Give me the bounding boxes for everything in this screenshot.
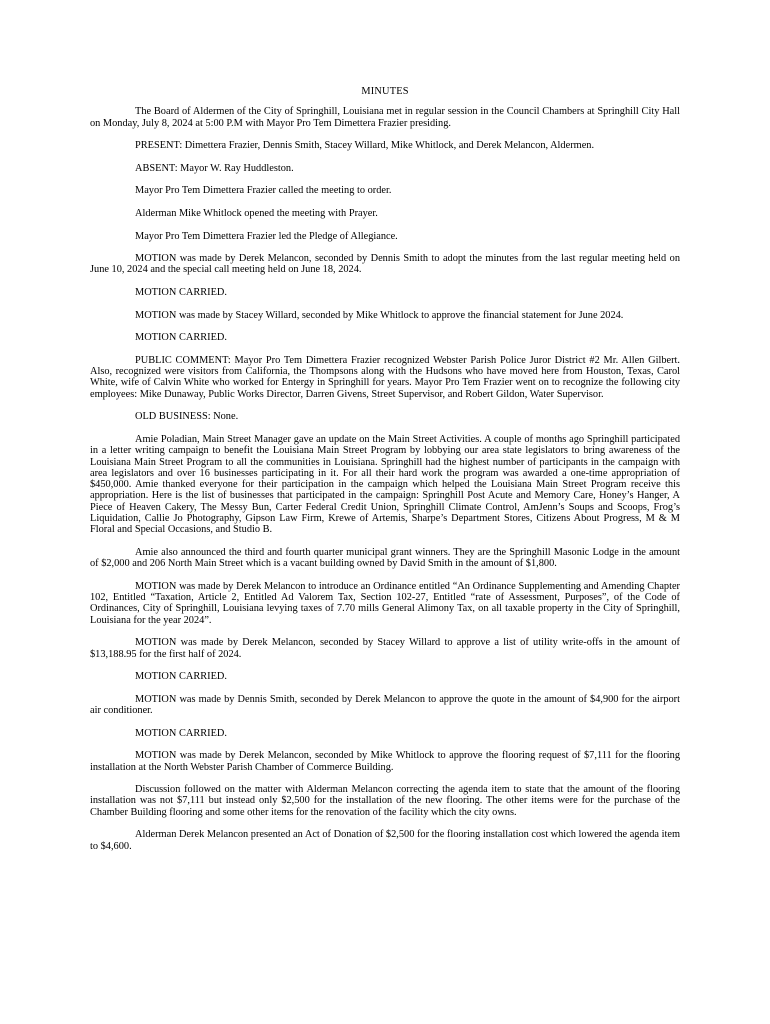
paragraph-ordinance-introduction: MOTION was made by Derek Melancon to introduce an Ordinance entitled “An Ordinance Supplementing and Amending Chapter 102, Entitled “Taxation, Article 2, Entitled Ad Valorem Tax, Section 102-27, Entitled “rate of Assessment, Purposes”, of the Code of Ordinances, City of Springhill, Louisiana levying taxes of 7.70 mills General Alimony Tax, on all taxable property in the City of Springhill, Louisiana for the year 2024”.: [90, 580, 680, 626]
document-title: MINUTES: [361, 86, 409, 97]
paragraph-motion-carried: MOTION CARRIED.: [135, 671, 227, 683]
paragraph-motion-carried: MOTION CARRIED.: [135, 727, 227, 739]
paragraph-present: PRESENT: Dimettera Frazier, Dennis Smith, Stacey Willard, Mike Whitlock, and Derek Melancon, Aldermen.: [135, 140, 595, 152]
paragraph-public-comment: PUBLIC COMMENT: Mayor Pro Tem Dimettera Frazier recognized Webster Parish Police Juror District #2 Mr. Allen Gilbert. Also, recognized were visitors from California, the Thompsons along with the Hudsons who have moved here from Houston, Texas, Carol White, wife of Calvin White who worked for Entergy in Springhill for years. Mayor Pro Tem Frazier went on to recognize the following city employees: Mike Dunaway, Public Works Director, Darren Givens, Street Supervisor, and Robert Gildon, Water Supervisor.: [90, 354, 680, 400]
paragraph-motion-air-conditioner: MOTION was made by Dennis Smith, seconded by Derek Melancon to approve the quote in the amount of $4,900 for the airport air conditioner.: [90, 693, 680, 717]
paragraph-motion-write-offs: MOTION was made by Derek Melancon, seconded by Stacey Willard to approve a list of utility write-offs in the amount of $13,188.95 for the first half of 2024.: [90, 637, 680, 660]
paragraph-flooring-discussion: Discussion followed on the matter with Alderman Melancon correcting the agenda item to state that the amount of the flooring installation was not $7,111 but instead only $2,500 for the installation of the new flooring. The other items were for the purchase of the Chamber Building flooring and some other items for the renovation of the facility which the city owns.: [90, 784, 680, 818]
paragraph-main-street-update: Amie Poladian, Main Street Manager gave an update on the Main Street Activities. A couple of months ago Springhill participated in a letter writing campaign to benefit the Louisiana Main Street Program by lobbying our area state legislators to bring awareness of the Louisiana Main Street Program to all the communities in Louisiana. Springhill had the highest number of participants in the campaign with area legislators and over 16 businesses participating in it. For all their hard work the program was awarded a one-time appropriation of $450,000. Amie thanked everyone for their participation in the campaign which helped the Louisiana Main Street Program receive this appropriation. Here is the list of businesses that participated in the campaign: Springhill Post Acute and Memory Care, Honey’s Hanger, A Piece of Heaven Cakery, The Messy Bun, Carter Federal Credit Union, Springhill Climate Control, AmJenn’s Soups and Scoops, Frog’s Liquidation, Callie Jo Photography, Gipson Law Firm, Krewe of Artemis, Sharpe’s Department Stores, Citizens About Progress, M & M Floral and Special Occasions, and Studio B.: [90, 433, 680, 536]
paragraph-grant-winners: Amie also announced the third and fourth quarter municipal grant winners. They are the Springhill Masonic Lodge in the amount of $2,000 and 206 North Main Street which is a vacant building owned by David Smith in the amount of $1,800.: [90, 546, 680, 570]
minutes-document: [90, 86, 680, 863]
paragraph-meeting-opening: The Board of Aldermen of the City of Springhill, Louisiana met in regular session in the Council Chambers at Springhill City Hall on Monday, July 8, 2024 at 5:00 P.M with Mayor Pro Tem Dimettera Frazier presiding.: [90, 106, 680, 129]
paragraph-pledge: Mayor Pro Tem Dimettera Frazier led the Pledge of Allegiance.: [135, 230, 398, 242]
paragraph-motion-carried: MOTION CARRIED.: [135, 287, 227, 299]
paragraph-prayer: Alderman Mike Whitlock opened the meeting with Prayer.: [135, 207, 378, 219]
paragraph-motion-minutes: MOTION was made by Derek Melancon, seconded by Dennis Smith to adopt the minutes from the last regular meeting held on June 10, 2024 and the special call meeting held on June 18, 2024.: [90, 253, 680, 276]
paragraph-act-of-donation: Alderman Derek Melancon presented an Act of Donation of $2,500 for the flooring installation cost which lowered the agenda item to $4,600.: [90, 829, 680, 852]
paragraph-motion-flooring: MOTION was made by Derek Melancon, seconded by Mike Whitlock to approve the flooring request of $7,111 for the flooring installation at the North Webster Parish Chamber of Commerce Building.: [90, 750, 680, 773]
paragraph-old-business: OLD BUSINESS: None.: [135, 411, 239, 423]
paragraph-motion-financial: MOTION was made by Stacey Willard, seconded by Mike Whitlock to approve the financial statement for June 2024.: [135, 309, 624, 321]
paragraph-motion-carried: MOTION CARRIED.: [135, 332, 227, 344]
paragraph-absent: ABSENT: Mayor W. Ray Huddleston.: [135, 162, 294, 174]
paragraph-call-to-order: Mayor Pro Tem Dimettera Frazier called the meeting to order.: [135, 185, 392, 197]
